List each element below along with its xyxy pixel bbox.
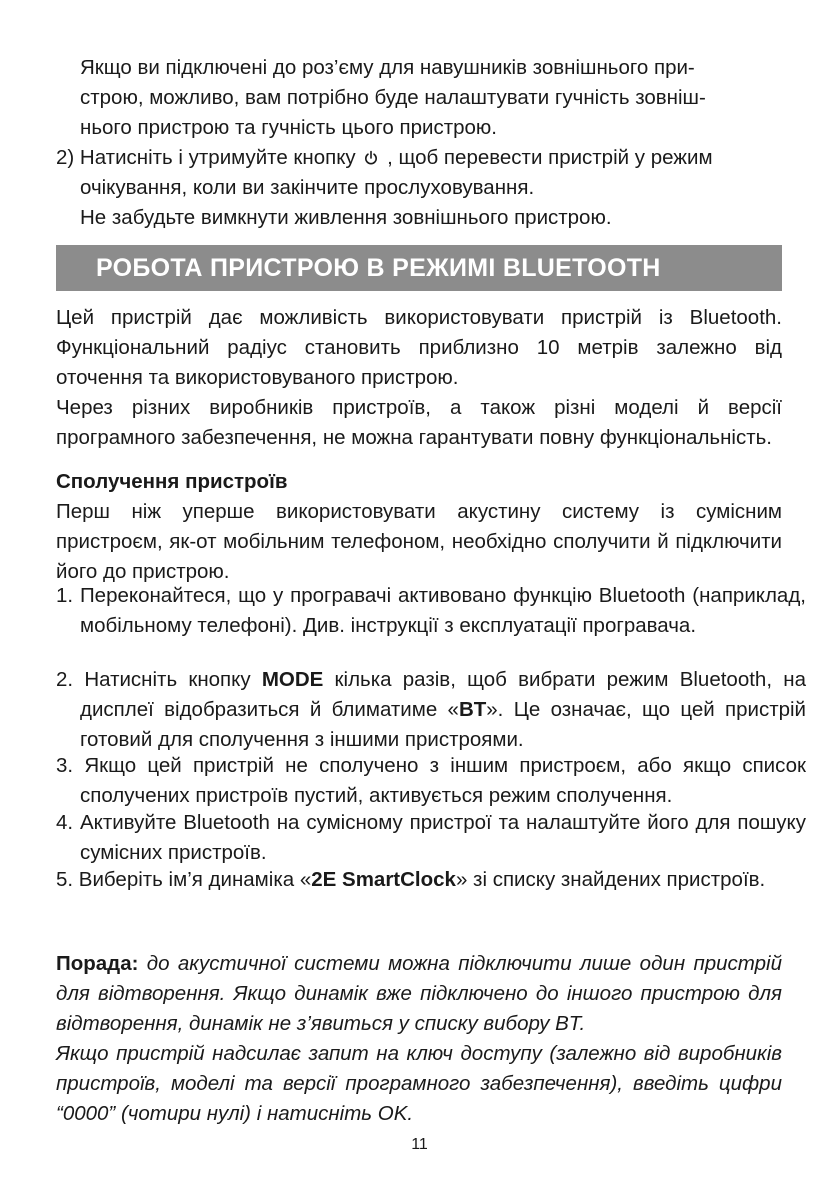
tip-paragraph-2: Якщо пристрій надсилає запит на ключ доступу (залежно від виробників пристроїв, моделі та версії програмного забезпечення), введіть цифри “0000” (чотири нулі) і натисніть OK. <box>56 1042 782 1125</box>
pairing-step-3: 3. Якщо цей пристрій не сполучено з іншим пристроєм, або якщо список сполучених пристроїв пустий, активується режим сполучення. <box>56 754 806 807</box>
pairing-step-1: 1. Переконайтеся, що у програвачі активовано функцію Bluetooth (наприклад, мобільному телефоні). Див. інструкції з експлуатації програвача. <box>56 584 806 637</box>
step2-text-a: 2. Натисніть кнопку <box>56 668 262 691</box>
tip-label: Порада: <box>56 952 139 975</box>
intro-paragraph-1: Цей пристрій дає можливість використовувати пристрій із Bluetooth. Функціональний радіус становить приблизно 10 метрів залежно від оточення та використовуваного пристрою. <box>56 306 782 389</box>
standby-step-line-3: Не забудьте вимкнути живлення зовнішнього пристрою. <box>80 206 612 229</box>
step5-text-b: » зі списку знайдених пристроїв. <box>455 868 766 891</box>
pairing-step-4: 4. Активуйте Bluetooth на сумісному пристрої та налаштуйте його для пошуку сумісних пристроїв. <box>56 811 806 864</box>
bt-display-label: BT <box>458 698 487 721</box>
pairing-step-2 <box>56 665 806 755</box>
headphone-note <box>56 53 806 143</box>
headphone-note-line-1: Якщо ви підключені до роз’єму для навушників зовнішнього при- <box>80 56 695 79</box>
headphone-note-line-2: строю, можливо, вам потрібно буде налаштувати гучність зовніш- <box>80 86 706 109</box>
mode-button-label: MODE <box>261 668 324 691</box>
standby-step-line-2: очікування, коли ви закінчите прослуховування. <box>80 176 535 199</box>
speaker-name: 2E SmartClock <box>311 868 456 891</box>
standby-step-before: 2) Натисніть і утримуйте кнопку <box>56 146 362 169</box>
intro-paragraph-2: Через різних виробників пристроїв, а також різні моделі й версії програмного забезпечення, не можна гарантувати повну функціональність. <box>56 396 782 449</box>
step2-text-b: кілька разів, щоб вибрати режим Bluetooth, на дисплеї відобразиться й блиматиме « <box>80 668 806 721</box>
step5-text-a: 5. Виберіть ім’я динаміка « <box>56 868 312 891</box>
page-number: 11 <box>411 1136 428 1153</box>
section-banner: РОБОТА ПРИСТРОЮ В РЕЖИМІ BLUETOOTH <box>56 245 782 291</box>
pairing-heading: Сполучення пристроїв <box>56 470 288 493</box>
headphone-note-line-3: нього пристрою та гучність цього пристрою. <box>80 116 497 139</box>
power-icon <box>363 150 379 166</box>
tip-paragraph <box>56 949 782 1039</box>
standby-step-after: , щоб перевести пристрій у режим <box>381 146 713 169</box>
pairing-intro: Перш ніж уперше використовувати акустину систему із сумісним пристроєм, як-от мобільним телефоном, необхідно сполучити й підключити його до пристрою. <box>56 500 782 583</box>
step2-text-c: ». Це означає, що цей пристрій готовий для сполучення з іншими пристроями. <box>80 698 806 751</box>
standby-step <box>56 143 782 233</box>
tip-text-1: до акустичної системи можна підключити лише один пристрій для відтворення. Якщо динамік вже підключено до іншого пристрою для відтворення, динамік не з’явиться у списку вибору BT. <box>56 952 782 1035</box>
pairing-step-5 <box>56 865 782 895</box>
standby-step-line-1 <box>56 143 782 173</box>
